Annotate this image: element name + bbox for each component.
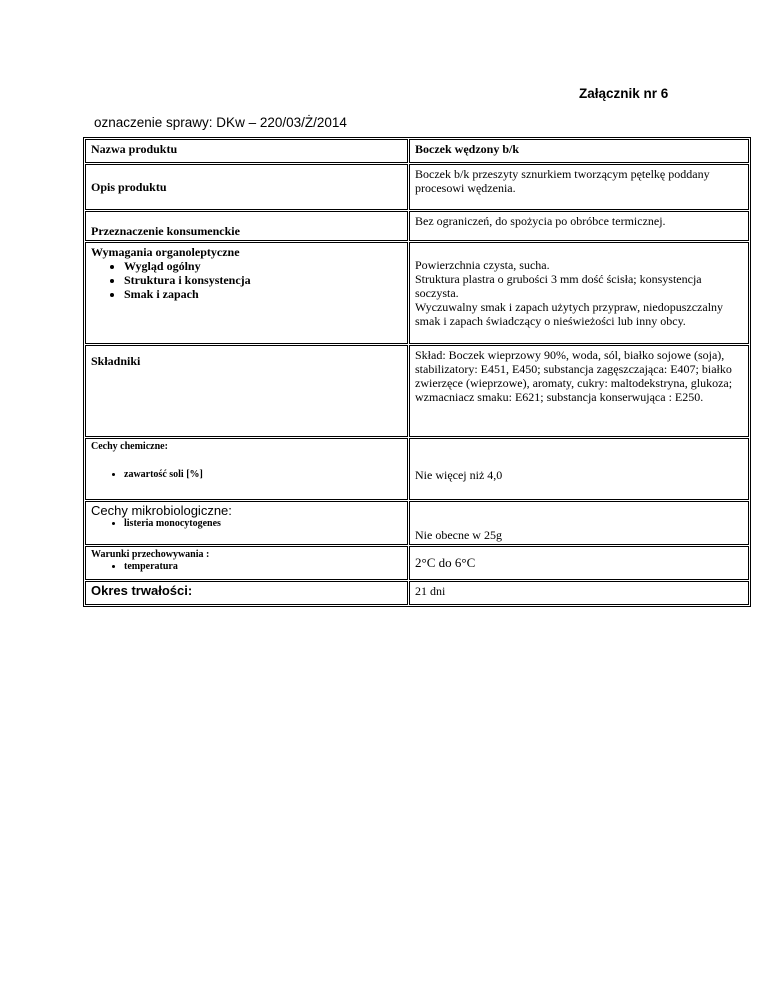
list-item: • Wygląd ogólny <box>124 259 402 273</box>
micro-list <box>91 518 402 530</box>
table-row <box>85 242 749 344</box>
ingredients-value: Skład: Boczek wieprzowy 90%, woda, sól, białko sojowe (soja), stabilizatory: E451, E450; substancja zagęszczająca: E407; białko zwierzęce (wieprzowe), aromaty, cukry: maltodekstryna, glukoza; wzmacniacz smaku: E621; substancja konserwująca : E250. <box>409 345 749 437</box>
table-row <box>85 546 749 580</box>
description-label: Opis produktu <box>85 164 408 210</box>
case-reference: oznaczenie sprawy: DKw – 220/03/Ż/2014 <box>94 115 347 130</box>
organoleptic-cell <box>85 242 408 344</box>
storage-cell <box>85 546 408 580</box>
product-name-value: Boczek wędzony b/k <box>409 139 749 163</box>
list-item: • zawartość soli [%] <box>124 469 402 481</box>
annex-title: Załącznik nr 6 <box>579 86 669 101</box>
shelf-life-value: 21 dni <box>409 581 749 605</box>
table-row <box>85 139 749 163</box>
table-row <box>85 211 749 241</box>
micro-value: Nie obecne w 25g <box>409 501 749 545</box>
organoleptic-label: Wymagania organoleptyczne <box>91 245 240 259</box>
organoleptic-list <box>91 259 402 301</box>
list-item: • temperatura <box>124 561 402 573</box>
table-row <box>85 438 749 500</box>
table-row <box>85 345 749 437</box>
list-item: • Smak i zapach <box>124 287 402 301</box>
storage-value: 2°C do 6°C <box>409 546 749 580</box>
chemical-value: Nie więcej niż 4,0 <box>409 438 749 500</box>
table-row <box>85 164 749 210</box>
product-name-label: Nazwa produktu <box>85 139 408 163</box>
table-row <box>85 581 749 605</box>
chemical-list <box>91 469 402 481</box>
shelf-life-label: Okres trwałości: <box>85 581 408 605</box>
organoleptic-value-line: Wyczuwalny smak i zapach użytych przypraw, niedopuszczalny smak i zapach świadczący o nieświeżości lub inny obcy. <box>415 300 724 328</box>
list-item: • Struktura i konsystencja <box>124 273 402 287</box>
chemical-cell <box>85 438 408 500</box>
consumer-purpose-value: Bez ograniczeń, do spożycia po obróbce termicznej. <box>409 211 749 241</box>
description-value: Boczek b/k przeszyty sznurkiem tworzącym pętelkę poddany procesowi wędzenia. <box>409 164 749 210</box>
table-row <box>85 501 749 545</box>
storage-label: Warunki przechowywania : <box>91 549 210 560</box>
consumer-purpose-label: Przeznaczenie konsumenckie <box>85 211 408 241</box>
list-item: • listeria monocytogenes <box>124 518 402 530</box>
chemical-label: Cechy chemiczne: <box>91 441 168 452</box>
storage-list <box>91 561 402 573</box>
micro-label: Cechy mikrobiologiczne: <box>91 503 232 518</box>
product-spec-table <box>83 137 751 607</box>
micro-cell <box>85 501 408 545</box>
organoleptic-value <box>409 242 749 344</box>
ingredients-label: Składniki <box>85 345 408 437</box>
organoleptic-value-line: Struktura plastra o grubości 3 mm dość ścisła; konsystencja soczysta. <box>415 272 702 300</box>
organoleptic-value-line: Powierzchnia czysta, sucha. <box>415 258 550 272</box>
